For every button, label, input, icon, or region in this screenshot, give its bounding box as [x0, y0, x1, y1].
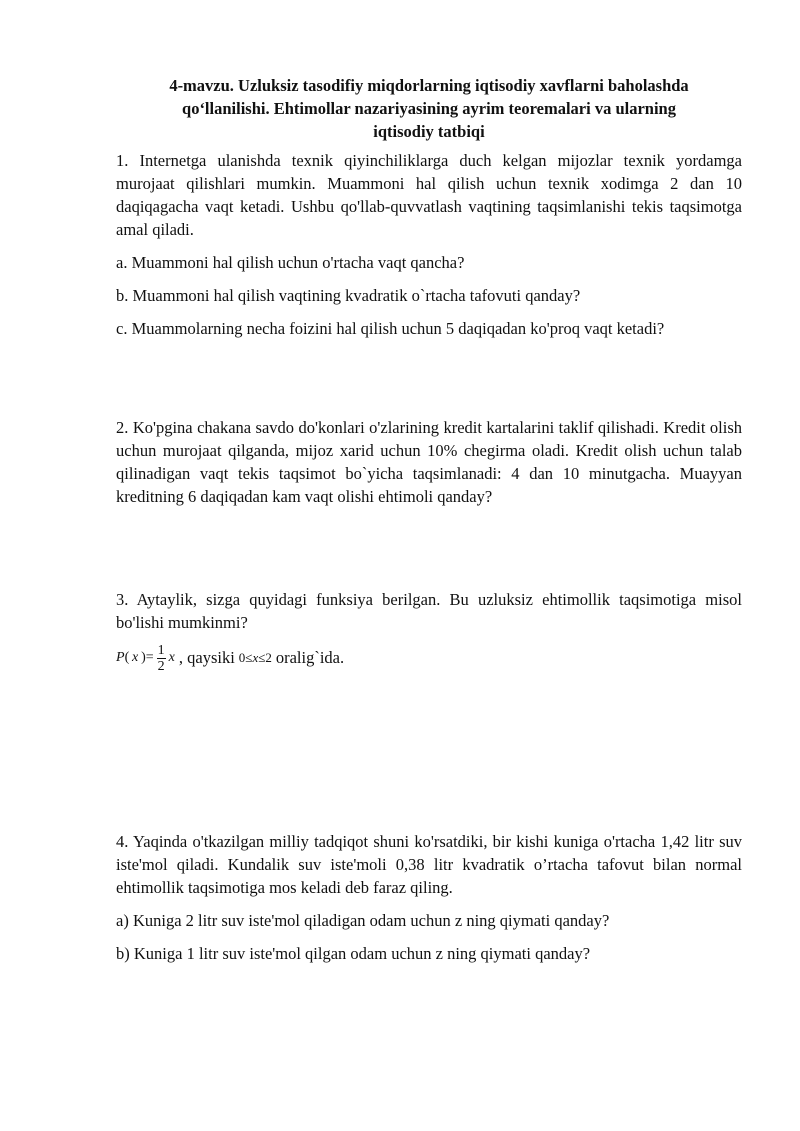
condition-high: 2: [265, 650, 272, 665]
fraction-denominator: 2: [157, 658, 165, 674]
condition-le: ≤: [258, 650, 266, 665]
condition-var: x: [252, 650, 259, 665]
formula-lhs: P: [116, 650, 125, 665]
formula-condition: [239, 650, 272, 666]
formula-connector: , qaysiki: [178, 648, 235, 667]
condition-le: ≤: [245, 650, 253, 665]
formula-equals: =: [145, 650, 154, 665]
problem-3-formula: [116, 636, 742, 680]
problem-2-text: 2. Ko'pgina chakana savdo do'konlari o'zlarining kredit kartalarini taklif qilishadi. Kredit olish uchun murojaat qilganda, mijoz xarid uchun 10% chegirma oladi. Kredit olish uchun talab qilinadigan vaqt tekis taqsimot bo`yicha taqsimlanadi: 4 dan 10 minutgacha. Muayyan kreditning 6 daqiqadan kam vaqt olishi ehtimoli qanday?: [116, 418, 742, 506]
formula-tail: oralig`ida.: [275, 648, 345, 667]
problem-4-question-b: b) Kuniga 1 litr suv iste'mol qilgan odam uchun z ning qiymati qanday?: [116, 944, 591, 963]
spacer: [116, 680, 742, 830]
problem-1-question-c: c. Muammolarning necha foizini hal qilish uchun 5 daqiqadan ko'proq vaqt ketadi?: [116, 319, 665, 338]
formula-arg: x: [132, 650, 139, 665]
title-line-2: qo‘llanilishi. Ehtimollar nazariyasining ayrim teoremalari va ularning: [182, 99, 676, 118]
problem-2: [116, 416, 742, 508]
document-title: [116, 74, 742, 143]
spacer: [116, 350, 742, 416]
formula-fraction: [157, 643, 166, 674]
problem-4: [116, 830, 742, 965]
problem-1-text: 1. Internetga ulanishda texnik qiyinchiliklarga duch kelgan mijozlar texnik yordamga murojaat qilishlari mumkin. Muammoni hal qilish uchun texnik xodimga 2 dan 10 daqiqagacha vaqt ketadi. Ushbu qo'llab-quvvatlash vaqtining taqsimlanishi tekis taqsimotga amal qiladi.: [116, 151, 742, 239]
fraction-numerator: 1: [157, 642, 165, 658]
condition-low: 0: [238, 650, 246, 665]
problem-1: [116, 149, 742, 340]
spacer: [116, 518, 742, 588]
formula-expression: P ( x ) = $\frac{1}{2}$ x: [116, 642, 175, 674]
problem-1-question-a: a. Muammoni hal qilish uchun o'rtacha vaqt qancha?: [116, 253, 465, 272]
title-line-3: iqtisodiy tatbiqi: [373, 122, 485, 141]
title-line-1: 4-mavzu. Uzluksiz tasodifiy miqdorlarning iqtisodiy xavflarni baholashda: [169, 76, 689, 95]
problem-1-question-b: b. Muammoni hal qilish vaqtining kvadratik o`rtacha tafovuti qanday?: [116, 286, 581, 305]
problem-4-text: 4. Yaqinda o'tkazilgan milliy tadqiqot shuni ko'rsatdiki, bir kishi kuniga o'rtacha 1,42 litr suv iste'mol qiladi. Kundalik suv iste'moli 0,38 litr kvadratik o’rtacha tafovut bilan normal ehtimollik taqsimotiga mos keladi deb faraz qiling.: [116, 832, 742, 897]
problem-3-text: 3. Aytaylik, sizga quyidagi funksiya berilgan. Bu uzluksiz ehtimollik taqsimotiga misol bo'lishi mumkinmi?: [116, 590, 742, 632]
document-page: [116, 74, 742, 975]
formula-variable: x: [168, 650, 175, 665]
problem-3: [116, 588, 742, 680]
problem-4-question-a: a) Kuniga 2 litr suv iste'mol qiladigan odam uchun z ning qiymati qanday?: [116, 911, 610, 930]
